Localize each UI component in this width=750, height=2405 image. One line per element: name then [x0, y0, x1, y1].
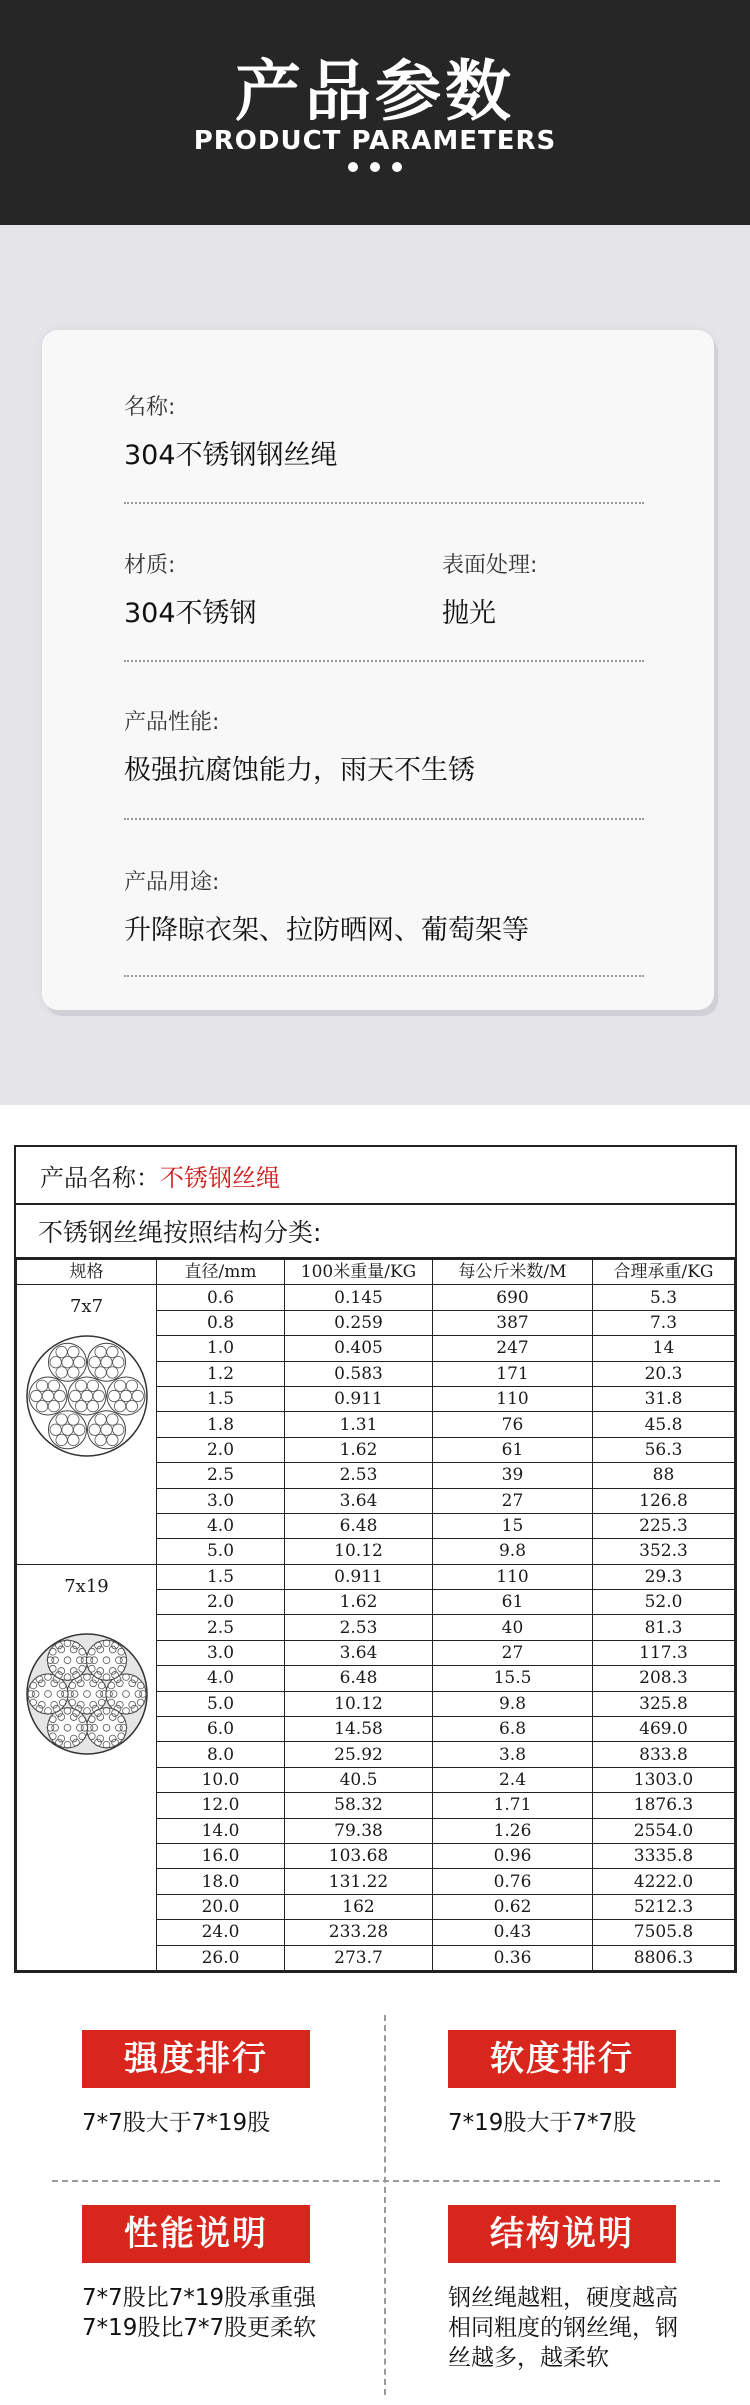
table-cell: 352.3 [593, 1539, 735, 1564]
table-cell: 14.0 [157, 1818, 285, 1843]
col-header: 每公斤米数/M [433, 1260, 593, 1285]
table-cell: 1.2 [157, 1361, 285, 1386]
structure-text [448, 2283, 678, 2373]
param-name [124, 390, 644, 472]
table-cell: 3.64 [285, 1488, 433, 1513]
table-cell: 1.62 [285, 1590, 433, 1615]
table-cell: 2.5 [157, 1615, 285, 1640]
table-row [17, 1564, 735, 1589]
table-cell: 3.8 [433, 1742, 593, 1767]
table-cell: 25.92 [285, 1742, 433, 1767]
table-cell: 0.145 [285, 1285, 433, 1310]
text-line: 7*7股比7*19股承重强 [82, 2285, 317, 2311]
table-cell: 15.5 [433, 1666, 593, 1691]
table-cell: 76 [433, 1412, 593, 1437]
table-cell: 4.0 [157, 1513, 285, 1538]
table-cell: 833.8 [593, 1742, 735, 1767]
table-cell: 9.8 [433, 1539, 593, 1564]
table-cell: 5.0 [157, 1691, 285, 1716]
table-cell: 171 [433, 1361, 593, 1386]
table-cell: 117.3 [593, 1640, 735, 1665]
softness-badge: 软度排行 [448, 2030, 676, 2088]
table-header-row [17, 1260, 735, 1285]
table-cell: 6.8 [433, 1717, 593, 1742]
table-cell: 131.22 [285, 1869, 433, 1894]
table-cell: 10.12 [285, 1691, 433, 1716]
table-cell: 0.259 [285, 1310, 433, 1335]
table-cell: 5212.3 [593, 1894, 735, 1919]
table-cell: 14.58 [285, 1717, 433, 1742]
table-cell: 2554.0 [593, 1818, 735, 1843]
params-section [0, 225, 750, 1105]
table-cell: 0.36 [433, 1945, 593, 1970]
table-cell: 0.911 [285, 1564, 433, 1589]
table-cell: 1303.0 [593, 1767, 735, 1792]
spec-group-cell [17, 1285, 157, 1564]
table-cell: 325.8 [593, 1691, 735, 1716]
table-cell: 79.38 [285, 1818, 433, 1843]
table-cell: 2.53 [285, 1463, 433, 1488]
notes-section [0, 2015, 750, 2405]
table-cell: 2.5 [157, 1463, 285, 1488]
table-cell: 40 [433, 1615, 593, 1640]
table-cell: 45.8 [593, 1412, 735, 1437]
text-line: 钢丝绳越粗，硬度越高 [448, 2285, 678, 2311]
param-material [124, 548, 344, 630]
table-cell: 26.0 [157, 1945, 285, 1970]
param-value: 304不锈钢钢丝绳 [124, 440, 338, 471]
table-cell: 6.0 [157, 1717, 285, 1742]
table-cell: 690 [433, 1285, 593, 1310]
table-cell: 16.0 [157, 1843, 285, 1868]
table-cell: 1.5 [157, 1564, 285, 1589]
param-label: 名称: [124, 395, 176, 420]
table-cell: 110 [433, 1386, 593, 1411]
param-value: 升降晾衣架、拉防晒网、葡萄架等 [124, 915, 529, 946]
table-cell: 1.26 [433, 1818, 593, 1843]
dot [348, 162, 358, 172]
table-cell: 52.0 [593, 1590, 735, 1615]
table-cell: 1.0 [157, 1336, 285, 1361]
table-cell: 1876.3 [593, 1793, 735, 1818]
table-cell: 31.8 [593, 1386, 735, 1411]
table-cell: 3.0 [157, 1488, 285, 1513]
table-cell: 273.7 [285, 1945, 433, 1970]
table-cell: 1.31 [285, 1412, 433, 1437]
spec-table [16, 1259, 735, 1971]
strength-text: 7*7股大于7*19股 [82, 2110, 271, 2136]
table-cell: 208.3 [593, 1666, 735, 1691]
spec-table-block [14, 1145, 737, 1973]
table-cell: 56.3 [593, 1437, 735, 1462]
param-label: 产品用途: [124, 870, 220, 895]
table-cell: 40.5 [285, 1767, 433, 1792]
table-cell: 0.43 [433, 1920, 593, 1945]
table-cell: 20.0 [157, 1894, 285, 1919]
softness-text: 7*19股大于7*7股 [448, 2110, 637, 2136]
col-header: 直径/mm [157, 1260, 285, 1285]
table-cell: 7505.8 [593, 1920, 735, 1945]
table-cell: 0.405 [285, 1336, 433, 1361]
table-cell: 3.64 [285, 1640, 433, 1665]
param-surface [442, 548, 662, 630]
param-value: 极强抗腐蚀能力，雨天不生锈 [124, 755, 475, 786]
table-cell: 27 [433, 1488, 593, 1513]
rope-7x7-section-icon [22, 1331, 152, 1461]
table-cell: 8.0 [157, 1742, 285, 1767]
divider [124, 975, 644, 977]
performance-text [82, 2283, 316, 2343]
table-cell: 15 [433, 1513, 593, 1538]
table-cell: 27 [433, 1640, 593, 1665]
divider [124, 660, 644, 662]
horizontal-divider [52, 2180, 720, 2182]
table-cell: 126.8 [593, 1488, 735, 1513]
text-line: 7*19股比7*7股更柔软 [82, 2315, 317, 2341]
table-cell: 247 [433, 1336, 593, 1361]
table-cell: 387 [433, 1310, 593, 1335]
product-name-row [16, 1147, 735, 1205]
table-row [17, 1285, 735, 1310]
param-usage [124, 865, 644, 947]
divider [124, 818, 644, 820]
table-cell: 2.53 [285, 1615, 433, 1640]
text-line: 相同粗度的钢丝绳，钢 [448, 2315, 678, 2341]
page-subtitle: PRODUCT PARAMETERS [193, 126, 557, 156]
table-cell: 162 [285, 1894, 433, 1919]
table-cell: 20.3 [593, 1361, 735, 1386]
table-cell: 7.3 [593, 1310, 735, 1335]
decor-dots [0, 162, 750, 172]
table-cell: 0.8 [157, 1310, 285, 1335]
structure-badge: 结构说明 [448, 2205, 676, 2263]
param-value: 抛光 [442, 598, 496, 629]
table-cell: 1.5 [157, 1386, 285, 1411]
table-cell: 5.3 [593, 1285, 735, 1310]
vertical-divider [384, 2015, 386, 2395]
product-name-label: 产品名称： [40, 1163, 160, 1192]
table-cell: 0.6 [157, 1285, 285, 1310]
table-cell: 29.3 [593, 1564, 735, 1589]
table-cell: 103.68 [285, 1843, 433, 1868]
col-header: 合理承重/KG [593, 1260, 735, 1285]
table-cell: 469.0 [593, 1717, 735, 1742]
table-cell: 0.96 [433, 1843, 593, 1868]
table-cell: 1.62 [285, 1437, 433, 1462]
rope-7x19-section-icon [22, 1629, 152, 1759]
col-header: 100米重量/KG [285, 1260, 433, 1285]
table-cell: 110 [433, 1564, 593, 1589]
param-performance [124, 705, 644, 787]
table-cell: 12.0 [157, 1793, 285, 1818]
param-label: 材质: [124, 553, 176, 578]
col-header: 规格 [17, 1260, 157, 1285]
table-cell: 2.4 [433, 1767, 593, 1792]
table-cell: 225.3 [593, 1513, 735, 1538]
table-cell: 2.0 [157, 1590, 285, 1615]
table-cell: 3.0 [157, 1640, 285, 1665]
strength-badge: 强度排行 [82, 2030, 310, 2088]
table-cell: 10.12 [285, 1539, 433, 1564]
text-line: 丝越多，越柔软 [448, 2345, 609, 2371]
table-cell: 4222.0 [593, 1869, 735, 1894]
table-cell: 0.62 [433, 1894, 593, 1919]
table-cell: 0.911 [285, 1386, 433, 1411]
spec-group-label: 7x7 [69, 1296, 104, 1318]
table-cell: 88 [593, 1463, 735, 1488]
table-cell: 2.0 [157, 1437, 285, 1462]
table-cell: 9.8 [433, 1691, 593, 1716]
dot [392, 162, 402, 172]
table-cell: 0.583 [285, 1361, 433, 1386]
table-cell: 1.71 [433, 1793, 593, 1818]
param-value: 304不锈钢 [124, 598, 257, 629]
product-name-value: 不锈钢丝绳 [160, 1163, 280, 1192]
param-label: 产品性能: [124, 710, 220, 735]
table-cell: 61 [433, 1590, 593, 1615]
table-cell: 18.0 [157, 1869, 285, 1894]
table-cell: 81.3 [593, 1615, 735, 1640]
table-cell: 5.0 [157, 1539, 285, 1564]
classification-title: 不锈钢丝绳按照结构分类: [16, 1205, 735, 1259]
table-cell: 24.0 [157, 1920, 285, 1945]
table-cell: 10.0 [157, 1767, 285, 1792]
table-cell: 233.28 [285, 1920, 433, 1945]
table-cell: 61 [433, 1437, 593, 1462]
param-label: 表面处理: [442, 553, 538, 578]
hero-banner [0, 0, 750, 225]
table-cell: 14 [593, 1336, 735, 1361]
table-cell: 1.8 [157, 1412, 285, 1437]
table-cell: 58.32 [285, 1793, 433, 1818]
dot [370, 162, 380, 172]
page-title: 产品参数 [235, 53, 515, 130]
table-cell: 4.0 [157, 1666, 285, 1691]
performance-badge: 性能说明 [82, 2205, 310, 2263]
divider [124, 502, 644, 504]
spec-group-cell [17, 1564, 157, 1970]
table-cell: 6.48 [285, 1666, 433, 1691]
table-cell: 3335.8 [593, 1843, 735, 1868]
table-cell: 0.76 [433, 1869, 593, 1894]
table-cell: 6.48 [285, 1513, 433, 1538]
params-card [42, 330, 714, 1010]
table-cell: 8806.3 [593, 1945, 735, 1970]
table-cell: 39 [433, 1463, 593, 1488]
spec-group-label: 7x19 [64, 1575, 109, 1597]
